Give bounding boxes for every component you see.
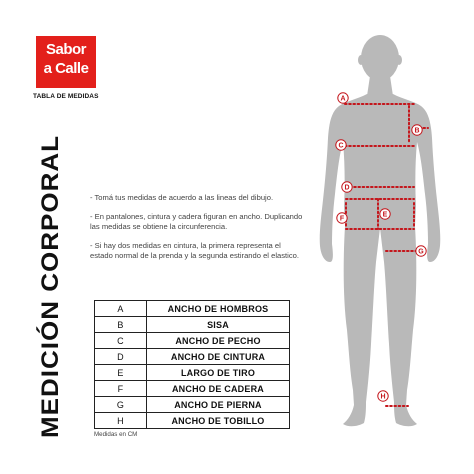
page-title: MEDICIÓN CORPORAL [36,135,64,438]
svg-text:E: E [382,211,388,219]
svg-text:H: H [380,393,386,401]
note-1: - Tomá tus medidas de acuerdo a las lineas del dibujo. [90,193,274,202]
measure-label: ANCHO DE CADERA [147,381,290,397]
svg-text:F: F [339,215,345,223]
marker-f [337,213,347,223]
svg-text:A: A [340,95,346,103]
measure-code: A [95,301,147,317]
measure-code: D [95,349,147,365]
marker-d [342,182,352,192]
note-2: - En pantalones, cintura y cadera figuran en ancho. Duplicando las medidas se obtiene la circunferencia. [90,211,303,231]
svg-text:D: D [344,184,350,192]
svg-text:B: B [414,127,420,135]
body-silhouette [320,35,441,426]
svg-text:G: G [418,248,424,256]
marker-h [378,391,388,401]
measure-code: H [95,413,147,429]
measure-code: C [95,333,147,349]
marker-g [416,246,426,256]
note-3: - Si hay dos medidas en cintura, la primera representa el estado normal de la prenda y la segunda estirando el elastico. [90,240,299,260]
measure-code: F [95,381,147,397]
measure-code: B [95,317,147,333]
brand-logo-line2: a Calle [43,60,89,77]
marker-c [336,140,346,150]
measure-label: ANCHO DE TOBILLO [147,413,290,429]
measure-label: SISA [147,317,290,333]
marker-b [412,125,422,135]
measure-code: G [95,397,147,413]
measure-code: E [95,365,147,381]
svg-text:C: C [338,142,344,150]
brand-subtitle: TABLA DE MEDIDAS [33,93,99,100]
brand-logo-line1: Sabor [45,41,86,58]
measure-label: LARGO DE TIRO [147,365,290,381]
measure-label: ANCHO DE PIERNA [147,397,290,413]
marker-a [338,93,348,103]
measure-label: ANCHO DE CINTURA [147,349,290,365]
measure-label: ANCHO DE HOMBROS [147,301,290,317]
measure-label: ANCHO DE PECHO [147,333,290,349]
marker-e [380,209,390,219]
units-note: Medidas en CM [94,431,138,438]
